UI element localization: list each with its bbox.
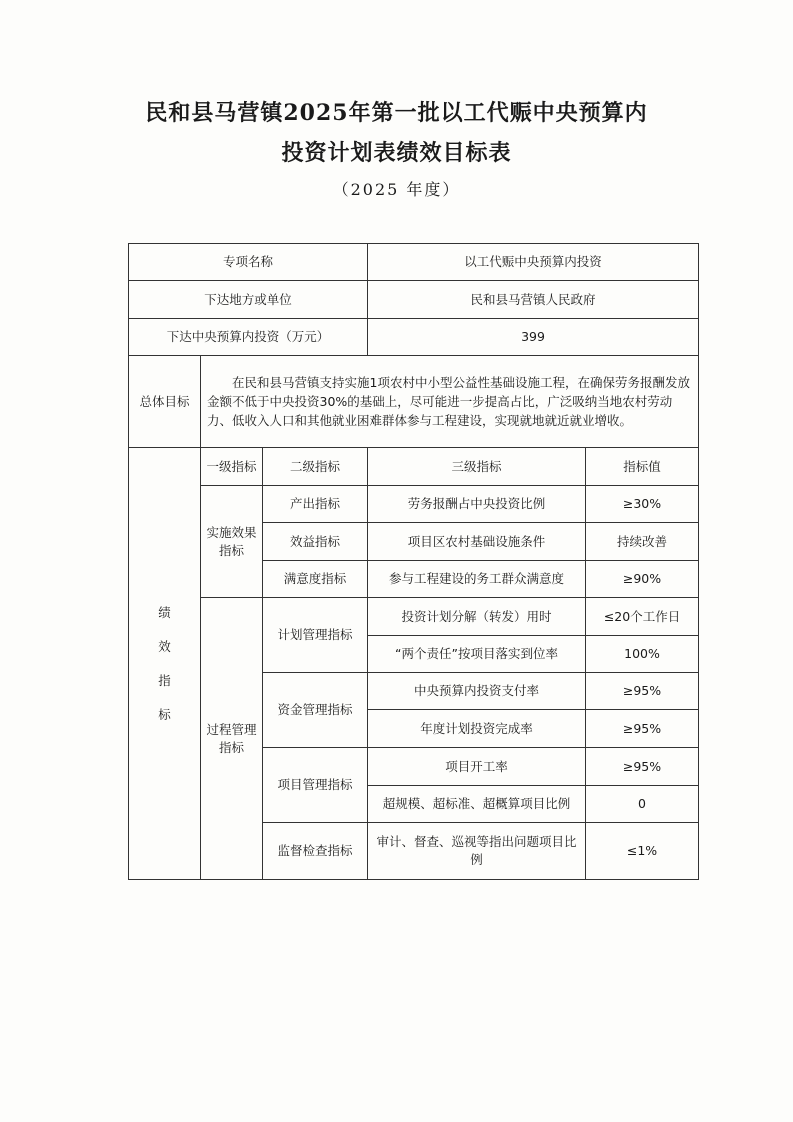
performance-label-text: 绩效指标 bbox=[158, 604, 171, 722]
performance-label bbox=[129, 448, 201, 880]
goal-text: 在民和县马营镇支持实施1项农村中小型公益性基础设施工程，在确保劳务报酬发放金额不低于中央投资30%的基础上，尽可能进一步提高占比，广泛吸纳当地农村劳动力、低收入人口和其他就业困难群体参与工程建设，实现就地就近就业增收。 bbox=[201, 356, 699, 448]
satisfaction-value: ≥90% bbox=[586, 561, 699, 598]
plan-row2-level3: “两个责任”按项目落实到位率 bbox=[368, 636, 586, 673]
header-level3: 三级指标 bbox=[368, 448, 586, 486]
output-value: ≥30% bbox=[586, 486, 699, 523]
goal-label: 总体目标 bbox=[129, 356, 201, 448]
plan-row2-value: 100% bbox=[586, 636, 699, 673]
project-row1-value: ≥95% bbox=[586, 748, 699, 786]
impl-label bbox=[201, 486, 263, 598]
satisfaction-level3: 参与工程建设的务工群众满意度 bbox=[368, 561, 586, 598]
satisfaction-level2: 满意度指标 bbox=[263, 561, 368, 598]
header-value: 指标值 bbox=[586, 448, 699, 486]
project-row2-level3: 超规模、超标准、超概算项目比例 bbox=[368, 786, 586, 823]
fund-row1-value: ≥95% bbox=[586, 673, 699, 710]
performance-table bbox=[128, 243, 699, 880]
project-value: 以工代赈中央预算内投资 bbox=[368, 244, 699, 281]
plan-row1-level3: 投资计划分解（转发）用时 bbox=[368, 598, 586, 636]
process-label bbox=[201, 598, 263, 880]
project-row1-level3: 项目开工率 bbox=[368, 748, 586, 786]
investment-label: 下达中央预算内投资（万元） bbox=[129, 319, 368, 356]
project-label: 专项名称 bbox=[129, 244, 368, 281]
impl-label-text: 实施效果指标 bbox=[206, 524, 257, 558]
fund-row1-level3: 中央预算内投资支付率 bbox=[368, 673, 586, 710]
project-mgmt-level2: 项目管理指标 bbox=[263, 748, 368, 823]
unit-label: 下达地方或单位 bbox=[129, 281, 368, 319]
plan-row1-value: ≤20个工作日 bbox=[586, 598, 699, 636]
output-level3: 劳务报酬占中央投资比例 bbox=[368, 486, 586, 523]
document-title-line1: 民和县马营镇2025年第一批以工代赈中央预算内 bbox=[145, 100, 648, 126]
supervision-level3: 审计、督查、巡视等指出问题项目比例 bbox=[368, 823, 586, 880]
plan-level2: 计划管理指标 bbox=[263, 598, 368, 673]
fund-row2-value: ≥95% bbox=[586, 710, 699, 748]
unit-value: 民和县马营镇人民政府 bbox=[368, 281, 699, 319]
process-label-text: 过程管理指标 bbox=[206, 721, 257, 755]
document-subtitle: （2025 年度） bbox=[332, 180, 461, 199]
benefit-level3: 项目区农村基础设施条件 bbox=[368, 523, 586, 561]
supervision-level2: 监督检查指标 bbox=[263, 823, 368, 880]
supervision-value: ≤1% bbox=[586, 823, 699, 880]
fund-level2: 资金管理指标 bbox=[263, 673, 368, 748]
header-level2: 二级指标 bbox=[263, 448, 368, 486]
header-level1: 一级指标 bbox=[201, 448, 263, 486]
output-level2: 产出指标 bbox=[263, 486, 368, 523]
project-row2-value: 0 bbox=[586, 786, 699, 823]
benefit-value: 持续改善 bbox=[586, 523, 699, 561]
investment-value: 399 bbox=[368, 319, 699, 356]
document-title-line2: 投资计划表绩效目标表 bbox=[281, 140, 512, 166]
benefit-level2: 效益指标 bbox=[263, 523, 368, 561]
fund-row2-level3: 年度计划投资完成率 bbox=[368, 710, 586, 748]
